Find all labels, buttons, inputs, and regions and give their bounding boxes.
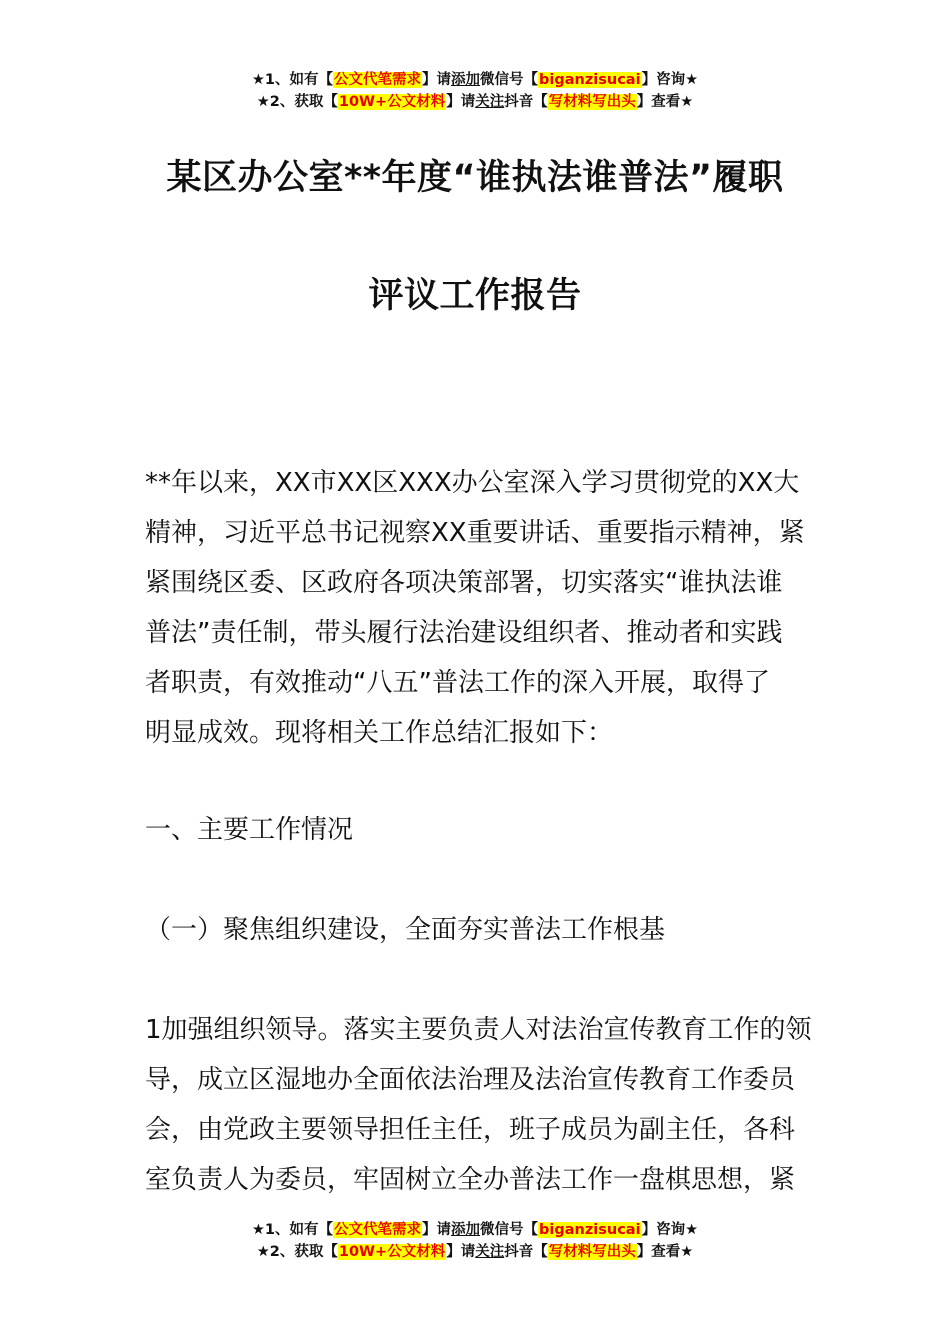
- item-paragraph: [145, 1005, 810, 1205]
- paragraph-line: 室负责人为委员，牢固树立全办普法工作一盘棋思想，紧: [145, 1165, 796, 1195]
- promo-text: 】查看★: [636, 1244, 694, 1260]
- promo-highlight: 写材料写出头: [548, 94, 636, 110]
- section-heading: 一、主要工作情况: [145, 815, 354, 845]
- promo-line-1: [0, 1219, 950, 1241]
- promo-text: 微信号【: [480, 1222, 539, 1238]
- promo-line-2: [0, 1241, 950, 1263]
- paragraph-line: 精神，习近平总书记视察XX重要讲话、重要指示精神，紧: [145, 518, 805, 548]
- paragraph-line: 导，成立区湿地办全面依法治理及法治宣传教育工作委员: [145, 1065, 796, 1095]
- promo-text: 抖音【: [504, 1244, 548, 1260]
- promo-highlight: biganzisucai: [539, 72, 641, 88]
- promo-underlined: 添加: [451, 1222, 481, 1238]
- promo-text: 抖音【: [504, 94, 548, 110]
- document-title-line-1: 某区办公室**年度“谁执法谁普法”履职: [166, 158, 784, 198]
- promo-highlight: 10W+公文材料: [338, 94, 446, 110]
- promo-text: 微信号【: [480, 72, 539, 88]
- footer-promo-banner: [0, 1219, 950, 1263]
- promo-text: 】请: [446, 94, 476, 110]
- promo-text: 】请: [446, 1244, 476, 1260]
- paragraph-line: 紧围绕区委、区政府各项决策部署，切实落实“谁执法谁: [145, 568, 783, 598]
- paragraph-line: 普法”责任制，带头履行法治建设组织者、推动者和实践: [145, 618, 783, 648]
- paragraph-line: **年以来，XX市XX区XXX办公室深入学习贯彻党的XX大: [145, 468, 800, 498]
- promo-text: 】查看★: [636, 94, 694, 110]
- subsection-heading: （一）聚焦组织建设，全面夯实普法工作根基: [145, 915, 666, 945]
- promo-text: ★1、如有【: [251, 1222, 334, 1238]
- promo-line-2: [0, 91, 950, 113]
- paragraph-line: 明显成效。现将相关工作总结汇报如下：: [145, 718, 614, 748]
- promo-highlight: 公文代笔需求: [334, 72, 422, 88]
- paragraph-line: 会，由党政主要领导担任主任，班子成员为副主任，各科: [145, 1115, 796, 1145]
- promo-text: 】咨询★: [641, 72, 699, 88]
- promo-highlight: 公文代笔需求: [334, 1222, 422, 1238]
- promo-underlined: 关注: [475, 94, 505, 110]
- promo-underlined: 关注: [475, 1244, 505, 1260]
- promo-highlight: biganzisucai: [539, 1222, 641, 1238]
- promo-line-1: [0, 69, 950, 91]
- promo-text: ★2、获取【: [256, 94, 338, 110]
- promo-text: 】请: [422, 1222, 452, 1238]
- promo-highlight: 写材料写出头: [548, 1244, 636, 1260]
- promo-text: ★2、获取【: [256, 1244, 338, 1260]
- paragraph-line: 者职责，有效推动“八五”普法工作的深入开展，取得了: [145, 668, 770, 698]
- promo-underlined: 添加: [451, 72, 481, 88]
- promo-text: ★1、如有【: [251, 72, 334, 88]
- intro-paragraph: [145, 458, 810, 758]
- document-title-line-2: 评议工作报告: [368, 276, 582, 316]
- header-promo-banner: [0, 69, 950, 113]
- paragraph-line: 1加强组织领导。落实主要负责人对法治宣传教育工作的领: [145, 1015, 812, 1045]
- promo-highlight: 10W+公文材料: [338, 1244, 446, 1260]
- promo-text: 】咨询★: [641, 1222, 699, 1238]
- promo-text: 】请: [422, 72, 452, 88]
